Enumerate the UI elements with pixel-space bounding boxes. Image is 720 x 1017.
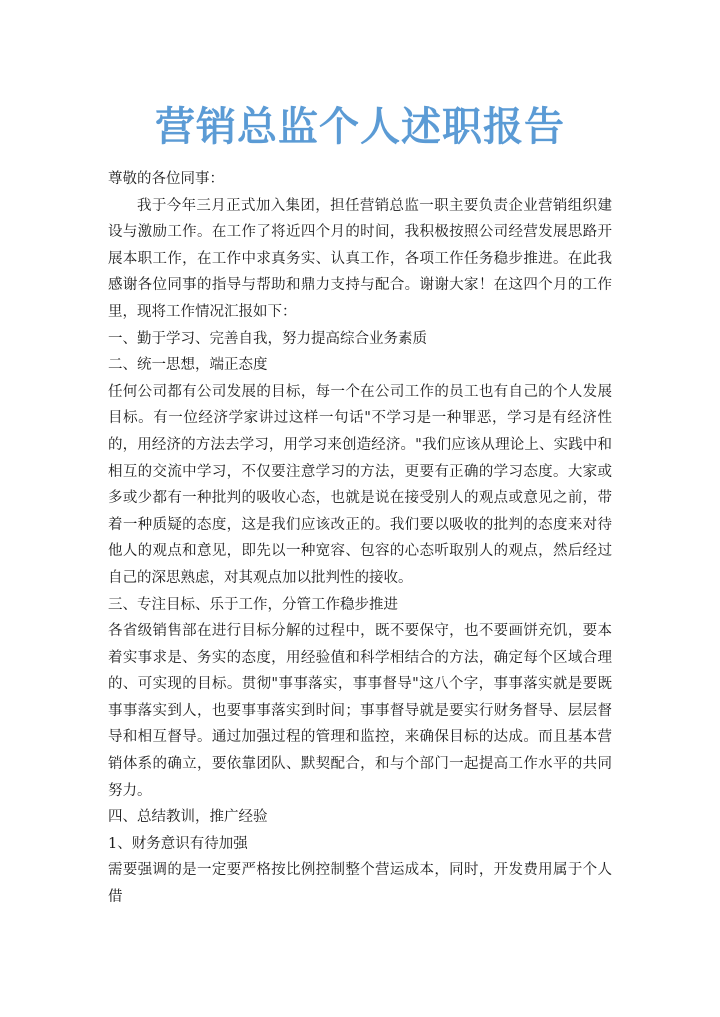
paragraph-targets: 各省级销售部在进行目标分解的过程中，既不要保守，也不要画饼充饥，要本着实事求是、务实的态度，用经验值和科学相结合的方法，确定每个区域合理的、可实现的目标。贯彻"事事落实，事事督导"这八个字，事事落实就是要既事事落实到人，也要事事落实到时间；事事督导就是要实行财务督导、层层督导和相互督导。通过加强过程的管理和监控，来确保目标的达成。而且基本营销体系的确立，要依靠团队、默契配合，和与个部门一起提高工作水平的共同努力。 bbox=[108, 623, 612, 799]
paragraph-intro: 我于今年三月正式加入集团，担任营销总监一职主要负责企业营销组织建设与激励工作。在工作了将近四个月的时间，我积极按照公司经营发展思路开展本职工作，在工作中求真务实、认真工作，各项工作任务稳步推进。在此我感谢各位同事的指导与帮助和鼎力支持与配合。谢谢大家！在这四个月的工作里，现将工作情况汇报如下： bbox=[108, 197, 612, 320]
section-heading-1: 一、勤于学习、完善自我，努力提高综合业务素质 bbox=[108, 330, 427, 347]
paragraph-salutation: 尊敬的各位同事： bbox=[108, 171, 224, 187]
document-title: 营销总监个人述职报告 bbox=[155, 104, 565, 150]
subsection-heading-1: 1、财务意识有待加强 bbox=[108, 835, 248, 852]
section-heading-4: 四、总结教训，推广经验 bbox=[108, 809, 268, 826]
section-heading-3: 三、专注目标、乐于工作，分管工作稳步推进 bbox=[108, 596, 398, 613]
paragraph-finance: 需要强调的是一定要严格按比例控制整个营运成本，同时，开发费用属于个人借 bbox=[108, 862, 612, 906]
document-body bbox=[108, 166, 612, 911]
section-heading-2: 二、统一思想，端正态度 bbox=[108, 357, 268, 374]
paragraph-learning: 任何公司都有公司发展的目标，每一个在公司工作的员工也有自己的个人发展目标。有一位经济学家讲过这样一句话"不学习是一种罪恶，学习是有经济性的，用经济的方法去学习，用学习来创造经济。"我们应该从理论上、实践中和相互的交流中学习，不仅要注意学习的方法，更要有正确的学习态度。大家或多或少都有一种批判的吸收心态，也就是说在接受别人的观点或意见之前，带着一种质疑的态度，这是我们应该改正的。我们要以吸收的批判的态度来对待他人的观点和意见，即先以一种宽容、包容的心态听取别人的观点，然后经过自己的深思熟虑，对其观点加以批判性的接收。 bbox=[108, 383, 612, 586]
